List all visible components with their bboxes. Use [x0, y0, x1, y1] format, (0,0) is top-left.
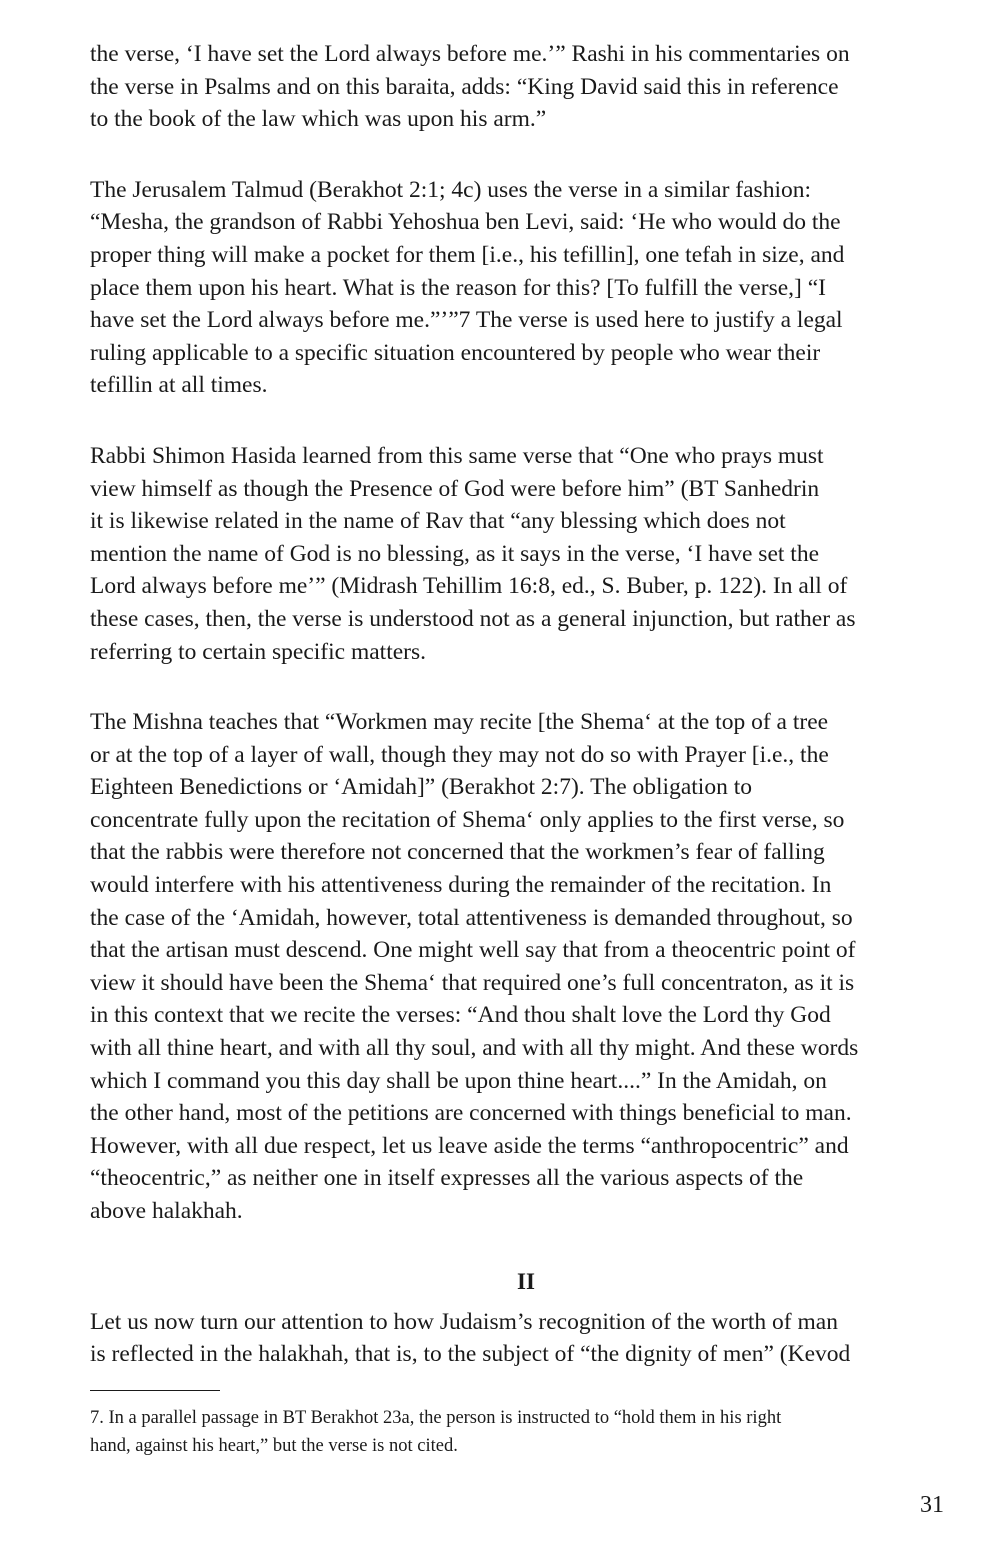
footnote-7: 7. In a parallel passage in BT Berakhot 23a, the person is instructed to “hold them in his right hand, against his heart,” but the verse is not cited.	[90, 1408, 782, 1456]
page-number: 31	[920, 1492, 944, 1518]
heading-gap	[90, 1298, 962, 1306]
section-heading: II	[517, 1268, 535, 1294]
paragraph-1: the verse, ‘I have set the Lord always before me.’” Rashi in his commentaries on the verse in Psalms and on this baraita, adds: “King David said this in reference to the book of the law which was upon his arm.”	[90, 41, 850, 133]
paragraph-2: The Jerusalem Talmud (Berakhot 2:1; 4c) uses the verse in a similar fashion: “Mesha, the grandson of Rabbi Yehoshua ben Levi, said: ‘He who would do the proper thing will make a pocket for them [i.e., his tefillin], one tefah in size, and place them upon his heart. What is the reason for this? [To fulfill the verse,] “I have set the Lord always before me.”’”7 The verse is used here to justify a legal ruling applicable to a specific situation encountered by people who wear their tefillin at all times.	[90, 176, 845, 399]
paragraph-gap	[90, 1228, 962, 1266]
main-text	[90, 38, 962, 1371]
paragraph-gap	[90, 136, 962, 174]
paragraph-gap	[90, 402, 962, 440]
paragraph-5: Let us now turn our attention to how Judaism’s recognition of the worth of man is reflected in the halakhah, that is, to the subject of “the dignity of men” (Kevod	[90, 1308, 851, 1368]
paragraph-3: Rabbi Shimon Hasida learned from this same verse that “One who prays must view himself as though the Presence of God were before him” (BT Sanhedrin it is likewise related in the name of Rav that “any blessing which does not mention the name of God is no blessing, as it says in the verse, ‘I have set the Lord always before me’” (Midrash Tehillim 16:8, ed., S. Buber, p. 122). In all of these cases, then, the verse is understood not as a general injunction, but rather as referring to certain specific matters.	[90, 442, 856, 665]
paragraph-gap	[90, 668, 962, 706]
footnote-divider	[90, 1390, 220, 1391]
paragraph-4: The Mishna teaches that “Workmen may recite [the Shema‘ at the top of a tree or at the top of a layer of wall, though they may not do so with Prayer [i.e., the Eighteen Benedictions or ‘Amidah]” (Berakhot 2:7). The obligation to concentrate fully upon the recitation of Shema‘ only applies to the first verse, so that the rabbis were therefore not concerned that the workmen’s fear of falling would interfere with his attentiveness during the remainder of the recitation. In the case of the ‘Amidah, however, total attentiveness is demanded throughout, so that the artisan must descend. One might well say that from a theocentric point of view it should have been the Shema‘ that required one’s full concentraton, as it is in this context that we recite the verses: “And thou shalt love the Lord thy God with all thine heart, and with all thy soul, and with all thy might. And these words which I command you this day shall be upon thine heart....” In the Amidah, on the other hand, most of the petitions are concerned with things beneficial to man. However, with all due respect, let us leave aside the terms “anthropocentric” and “theocentric,” as neither one in itself expresses all the various aspects of the above halakhah.	[90, 709, 859, 1224]
